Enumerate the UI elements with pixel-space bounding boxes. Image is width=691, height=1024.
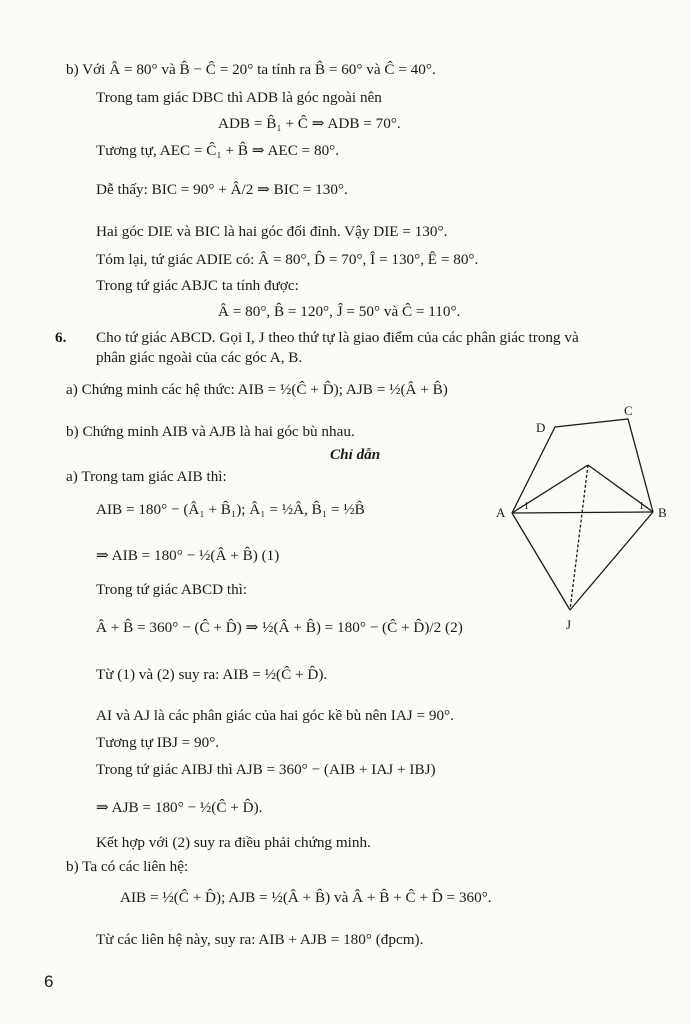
text-line-l17: AIB = 180° − (Â₁ + B̂₁); Â₁ = ½Â, B̂₁ = ½B̂ [96, 501, 365, 518]
text-line-l11: Cho tứ giác ABCD. Gọi I, J theo thứ tự là giao điểm của các phân giác trong và [96, 329, 579, 346]
label-b: B [658, 505, 667, 520]
label-d: D [536, 420, 546, 435]
text-line-l09: Â = 80°, B̂ = 120°, Ĵ = 50° và Ĉ = 110°. [218, 303, 461, 320]
ext-bisector-a-j [512, 513, 570, 610]
text-line-l13: a) Chứng minh các hệ thức: AIB = ½(Ĉ + D̂); AJB = ½(Â + B̂) [66, 381, 448, 398]
label-one-a: 1 [524, 501, 529, 512]
label-one-b: 1 [639, 501, 644, 512]
text-line-l21: Từ (1) và (2) suy ra: AIB = ½(Ĉ + D̂). [96, 666, 328, 683]
text-line-l14: b) Chứng minh AIB và AJB là hai góc bù nhau. [66, 423, 355, 440]
text-line-l24: Trong tứ giác AIBJ thì AJB = 360° − (AIB + IAJ + IBJ) [96, 761, 436, 778]
text-line-l05: Dễ thấy: BIC = 90° + Â/2 ⇒ BIC = 130°. [96, 181, 348, 198]
text-line-l27: b) Ta có các liên hệ: [66, 858, 189, 875]
text-line-l22: AI và AJ là các phân giác của hai góc kề bù nên IAJ = 90°. [96, 707, 454, 724]
text-line-l07: Tóm lại, tứ giác ADIE có: Â = 80°, D̂ = 70°, Î = 130°, Ê = 80°. [96, 251, 479, 268]
text-line-l03: ADB = B̂₁ + Ĉ ⇒ ADB = 70°. [218, 115, 401, 132]
page-number: 6 [44, 972, 54, 991]
text-line-l10: 6. [55, 329, 67, 346]
text-line-l16: a) Trong tam giác AIB thì: [66, 468, 227, 485]
text-line-l23: Tương tự IBJ = 90°. [96, 734, 220, 751]
text-line-l26: Kết hợp với (2) suy ra điều phải chứng minh. [96, 834, 371, 851]
label-a: A [496, 505, 506, 520]
text-line-l08: Trong tứ giác ABJC ta tính được: [96, 277, 299, 294]
text-line-l19: Trong tứ giác ABCD thì: [96, 581, 248, 598]
text-line-l18: ⇒ AIB = 180° − ½(Â + B̂) (1) [96, 547, 280, 564]
text-line-l12: phân giác ngoài của các góc A, B. [96, 349, 303, 366]
vertical-i-j [570, 465, 588, 610]
text-line-l06: Hai góc DIE và BIC là hai góc đối đỉnh. Vậy DIE = 130°. [96, 223, 448, 240]
text-line-l20: Â + B̂ = 360° − (Ĉ + D̂) ⇒ ½(Â + B̂) = 180° − (Ĉ + D̂)/2 (2) [96, 619, 463, 636]
text-line-l29: Từ các liên hệ này, suy ra: AIB + AJB = 180° (đpcm). [96, 931, 424, 948]
text-line-l28: AIB = ½(Ĉ + D̂); AJB = ½(Â + B̂) và Â + B̂ + Ĉ + D̂ = 360°. [120, 889, 492, 906]
ext-bisector-b-j [570, 512, 653, 610]
label-j: J [566, 617, 572, 632]
text-line-l15: Chỉ dẫn [330, 446, 381, 463]
text-line-l01: b) Với Â = 80° và B̂ − Ĉ = 20° ta tính ra B̂ = 60° và Ĉ = 40°. [66, 61, 436, 78]
text-line-l04: Tương tự, AEC = Ĉ₁ + B̂ ⇒ AEC = 80°. [96, 142, 340, 159]
quadrilateral-figure [488, 405, 678, 635]
text-line-l25: ⇒ AJB = 180° − ½(Ĉ + D̂). [96, 799, 263, 816]
text-line-l02: Trong tam giác DBC thì ADB là góc ngoài nên [96, 89, 382, 106]
label-c: C [624, 405, 633, 418]
